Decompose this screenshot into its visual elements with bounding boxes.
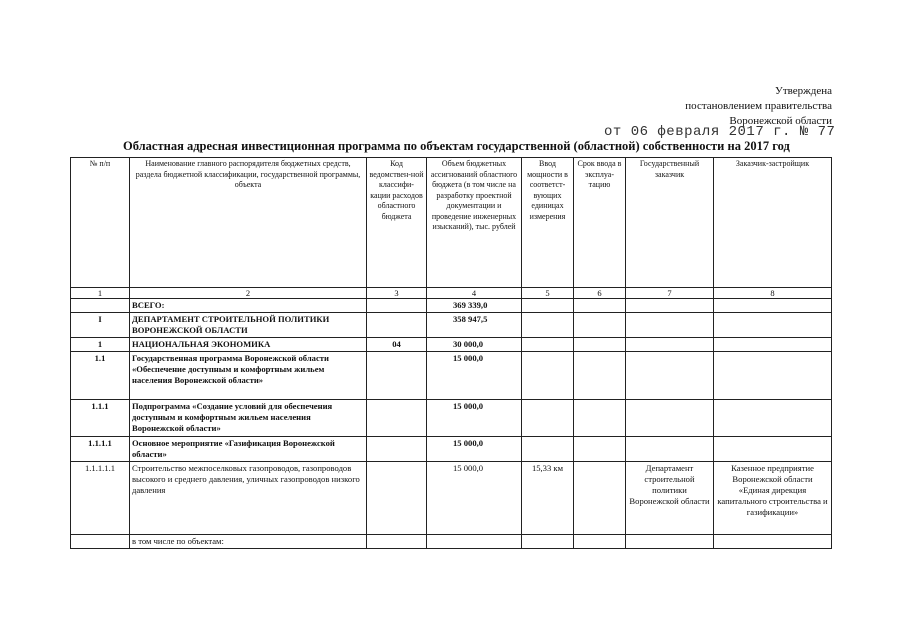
- decree-date-stamp: от 06 февраля 2017 г. № 77: [604, 124, 836, 140]
- document-title: Областная адресная инвестиционная программа по объектам государственной (областной) собственности на 2017 год: [123, 139, 790, 153]
- approval-line-2: постановлением правительства: [685, 100, 832, 112]
- investment-program-table: [70, 157, 832, 549]
- row-term: [574, 299, 626, 313]
- row-amount: 15 000,0: [427, 462, 522, 535]
- row-capacity: [522, 352, 574, 400]
- row-name: ДЕПАРТАМЕНТ СТРОИТЕЛЬНОЙ ПОЛИТИКИ ВОРОНЕЖСКОЙ ОБЛАСТИ: [130, 313, 367, 338]
- row-term: [574, 400, 626, 437]
- row-name: НАЦИОНАЛЬНАЯ ЭКОНОМИКА: [130, 338, 367, 352]
- row-developer: [714, 313, 832, 338]
- row-customer: [626, 535, 714, 549]
- row-amount: 358 947,5: [427, 313, 522, 338]
- row-amount: 15 000,0: [427, 437, 522, 462]
- row-number: 1.1.1.1.1: [71, 462, 130, 535]
- column-number: 5: [522, 288, 574, 299]
- header-term: Срок ввода в эксплуа-тацию: [574, 158, 626, 288]
- row-term: [574, 338, 626, 352]
- row-customer: [626, 400, 714, 437]
- row-number: I: [71, 313, 130, 338]
- table-row-section: [71, 338, 832, 352]
- table-row-object: [71, 462, 832, 535]
- row-developer: [714, 299, 832, 313]
- row-number: 1.1: [71, 352, 130, 400]
- row-name: Государственная программа Воронежской области «Обеспечение доступным и комфортным жильем населения Воронежской области»: [130, 352, 367, 400]
- row-amount: 369 339,0: [427, 299, 522, 313]
- row-developer: Казенное предприятие Воронежской области «Единая дирекция капитального строительства и газификации»: [714, 462, 832, 535]
- row-term: [574, 352, 626, 400]
- row-code: 04: [367, 338, 427, 352]
- row-amount: [427, 535, 522, 549]
- header-customer: Государственный заказчик: [626, 158, 714, 288]
- approval-line-1: Утверждена: [775, 85, 832, 97]
- row-term: [574, 437, 626, 462]
- header-amount: Объем бюджетных ассигнований областного бюджета (в том числе на разработку проектной документации и проведение инженерных изысканий), тыс. рублей: [427, 158, 522, 288]
- row-capacity: [522, 299, 574, 313]
- row-developer: [714, 352, 832, 400]
- row-developer: [714, 338, 832, 352]
- header-code: Код ведомствен-ной классифи-кации расходов областного бюджета: [367, 158, 427, 288]
- row-customer: [626, 437, 714, 462]
- approval-block: [685, 84, 832, 129]
- column-number: 8: [714, 288, 832, 299]
- row-customer: [626, 338, 714, 352]
- row-number: [71, 299, 130, 313]
- table-row-program: [71, 352, 832, 400]
- column-number: 7: [626, 288, 714, 299]
- table-row-subprogram: [71, 400, 832, 437]
- row-code: [367, 299, 427, 313]
- column-number: 1: [71, 288, 130, 299]
- table-row-total: [71, 299, 832, 313]
- row-term: [574, 535, 626, 549]
- row-capacity: [522, 400, 574, 437]
- row-code: [367, 462, 427, 535]
- row-term: [574, 462, 626, 535]
- header-developer: Заказчик-застройщик: [714, 158, 832, 288]
- row-capacity: [522, 535, 574, 549]
- table-row-including: [71, 535, 832, 549]
- row-capacity: [522, 313, 574, 338]
- row-customer: [626, 313, 714, 338]
- row-capacity: [522, 437, 574, 462]
- row-capacity: [522, 338, 574, 352]
- row-developer: [714, 400, 832, 437]
- row-amount: 30 000,0: [427, 338, 522, 352]
- row-amount: 15 000,0: [427, 400, 522, 437]
- row-customer: [626, 352, 714, 400]
- header-capacity: Ввод мощности в соответст-вующих единицах измерения: [522, 158, 574, 288]
- row-number: 1: [71, 338, 130, 352]
- row-developer: [714, 535, 832, 549]
- row-capacity: 15,33 км: [522, 462, 574, 535]
- table-row-department: [71, 313, 832, 338]
- header-number: № п/п: [71, 158, 130, 288]
- row-number: 1.1.1: [71, 400, 130, 437]
- row-name: Подпрограмма «Создание условий для обеспечения доступным и комфортным жильем населения Воронежской области»: [130, 400, 367, 437]
- column-number-row: [71, 288, 832, 299]
- row-name: в том числе по объектам:: [130, 535, 367, 549]
- header-row: [71, 158, 832, 288]
- row-code: [367, 437, 427, 462]
- row-code: [367, 313, 427, 338]
- column-number: 2: [130, 288, 367, 299]
- row-code: [367, 400, 427, 437]
- row-name: Строительство межпоселковых газопроводов, газопроводов высокого и среднего давления, уличных газопроводов низкого давления: [130, 462, 367, 535]
- row-code: [367, 352, 427, 400]
- row-developer: [714, 437, 832, 462]
- row-customer: [626, 299, 714, 313]
- row-code: [367, 535, 427, 549]
- row-amount: 15 000,0: [427, 352, 522, 400]
- row-name: ВСЕГО:: [130, 299, 367, 313]
- column-number: 4: [427, 288, 522, 299]
- row-name: Основное мероприятие «Газификация Воронежской области»: [130, 437, 367, 462]
- row-number: [71, 535, 130, 549]
- row-number: 1.1.1.1: [71, 437, 130, 462]
- column-number: 3: [367, 288, 427, 299]
- table-row-main-activity: [71, 437, 832, 462]
- row-customer: Департамент строительной политики Воронежской области: [626, 462, 714, 535]
- header-name: Наименование главного распорядителя бюджетных средств, раздела бюджетной классификации, государственной программы, объекта: [130, 158, 367, 288]
- row-term: [574, 313, 626, 338]
- approval-line-3: Воронежской области: [729, 115, 832, 127]
- column-number: 6: [574, 288, 626, 299]
